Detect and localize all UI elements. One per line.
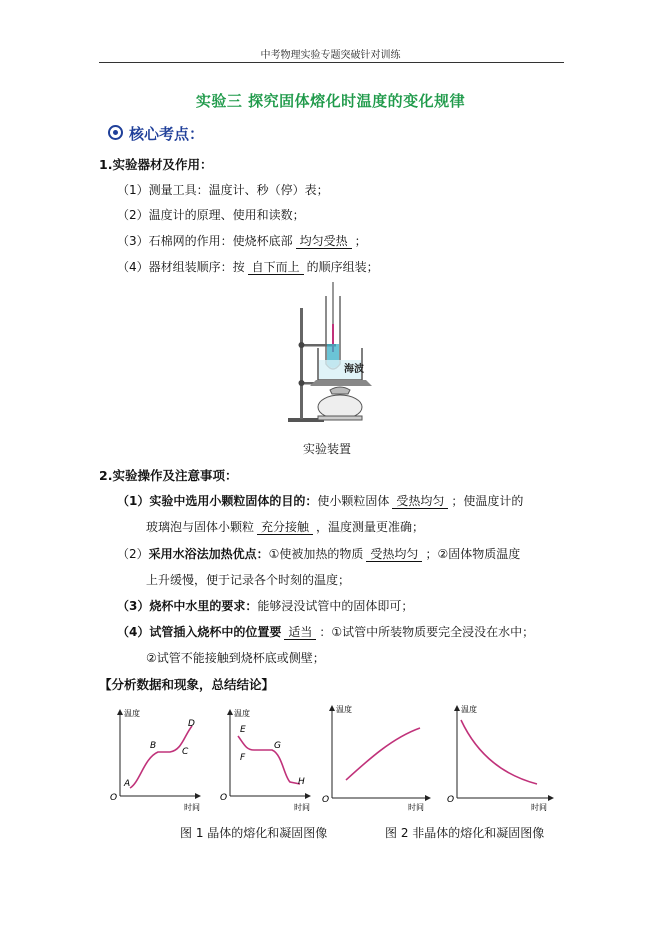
figure2-caption: 图 2 非晶体的熔化和凝固图像 — [385, 826, 545, 840]
x-axis-label: 时间 — [408, 803, 424, 812]
substance-label: 海波 — [344, 364, 364, 375]
x-axis-label: 时间 — [294, 803, 310, 812]
item-text: ，温度测量更准确； — [316, 520, 425, 534]
crystal-melting-curve — [130, 726, 192, 788]
point-label: E — [240, 725, 246, 735]
item-text: （2） — [117, 547, 149, 561]
apparatus-caption: 实验装置 — [303, 442, 352, 456]
point-label: F — [240, 753, 246, 763]
point-label: D — [188, 719, 195, 729]
item-text: 玻璃泡与固体小颗粒 — [146, 520, 255, 534]
origin-label: O — [447, 795, 455, 805]
item-text: ；②固体物质温度 — [425, 547, 521, 561]
item-text: ；使温度计的 — [451, 494, 524, 508]
asbestos-gauze — [310, 380, 372, 386]
section2-heading: 2.实验操作及注意事项： — [99, 468, 238, 483]
item-text: （3）石棉网的作用：使烧杯底部 — [117, 234, 293, 248]
origin-label: O — [220, 793, 228, 803]
answer-blank: 受热均匀 — [392, 494, 448, 509]
origin-label: O — [110, 793, 118, 803]
section2-item-4 — [117, 623, 534, 640]
figure1-caption: 图 1 晶体的熔化和凝固图像 — [180, 826, 328, 840]
core-points-label: 核心考点： — [129, 125, 205, 143]
item-text: 的顺序组装； — [306, 260, 379, 274]
point-label: A — [124, 779, 131, 789]
y-axis-label: 温度 — [124, 709, 140, 718]
analysis-heading: 【分析数据和现象，总结结论】 — [99, 677, 275, 692]
answer-blank: 充分接触 — [257, 520, 313, 535]
item-text: （1）测量工具：温度计、秒（停）表； — [117, 183, 329, 197]
alcohol-lamp — [318, 395, 362, 419]
item-text: 能够浸没试管中的固体即可； — [257, 599, 414, 613]
x-axis-label: 时间 — [531, 803, 547, 812]
graph-amorphous-melting — [322, 704, 430, 812]
point-label: H — [298, 777, 305, 787]
point-label: B — [150, 741, 157, 751]
apparatus-illustration — [280, 282, 400, 427]
section1-item-3 — [117, 232, 367, 249]
origin-label: O — [322, 795, 330, 805]
answer-blank: 适当 — [284, 625, 316, 640]
item-text: ①使被加热的物质 — [268, 547, 364, 561]
y-axis-label: 温度 — [234, 709, 250, 718]
item-lead: （1）实验中选用小颗粒固体的目的： — [117, 494, 318, 508]
core-points-heading — [108, 123, 204, 144]
item-lead: （4）试管插入烧杯中的位置要 — [117, 625, 282, 639]
item-text: ：①试管中所装物质要完全浸没在水中； — [319, 625, 535, 639]
item-text: 使小颗粒固体 — [317, 494, 390, 508]
graph-amorphous-solidifying — [447, 704, 553, 812]
graph-crystal-solidifying — [220, 708, 310, 812]
section2-item-1-cont — [146, 518, 424, 535]
answer-blank: 均匀受热 — [296, 234, 352, 249]
y-axis-label: 温度 — [336, 705, 352, 714]
section2-item-1 — [117, 492, 523, 509]
x-axis-label: 时间 — [184, 803, 200, 812]
graph-crystal-melting — [110, 708, 200, 812]
item-text: （2）温度计的原理、使用和读数； — [117, 208, 305, 222]
stand-rod — [300, 308, 303, 419]
y-axis-label: 温度 — [461, 705, 477, 714]
alcohol-lamp-flame-cap — [330, 387, 350, 394]
amorphous-solidifying-curve — [461, 720, 537, 784]
item-text: （4）器材组装顺序：按 — [117, 260, 245, 274]
section2-item-3 — [117, 597, 413, 614]
melting-graphs — [100, 700, 570, 815]
section1-item-1 — [117, 181, 329, 198]
answer-blank: 自下而上 — [248, 260, 304, 275]
section2-item-2-cont: 上升缓慢，便于记录各个时刻的温度； — [146, 573, 351, 587]
answer-blank: 受热均匀 — [366, 547, 422, 562]
section2-item-4-cont: ②试管不能接触到烧杯底或侧壁； — [146, 651, 325, 665]
point-label: C — [182, 747, 189, 757]
page-title: 实验三 探究固体熔化时温度的变化规律 — [195, 92, 466, 110]
section1-item-4 — [117, 258, 379, 275]
point-label: G — [274, 741, 281, 751]
section1-heading: 1.实验器材及作用： — [99, 157, 213, 172]
item-text: ； — [354, 234, 367, 248]
crystal-solidifying-curve — [238, 736, 300, 784]
section2-item-2 — [117, 545, 520, 562]
header-rule — [99, 62, 564, 63]
item-lead: 采用水浴法加热优点： — [148, 547, 269, 561]
item-lead: （3）烧杯中水里的要求： — [117, 599, 258, 613]
amorphous-melting-curve — [346, 728, 420, 780]
target-icon — [108, 125, 123, 140]
running-header: 中考物理实验专题突破针对训练 — [260, 50, 401, 61]
section1-item-2 — [117, 206, 305, 223]
